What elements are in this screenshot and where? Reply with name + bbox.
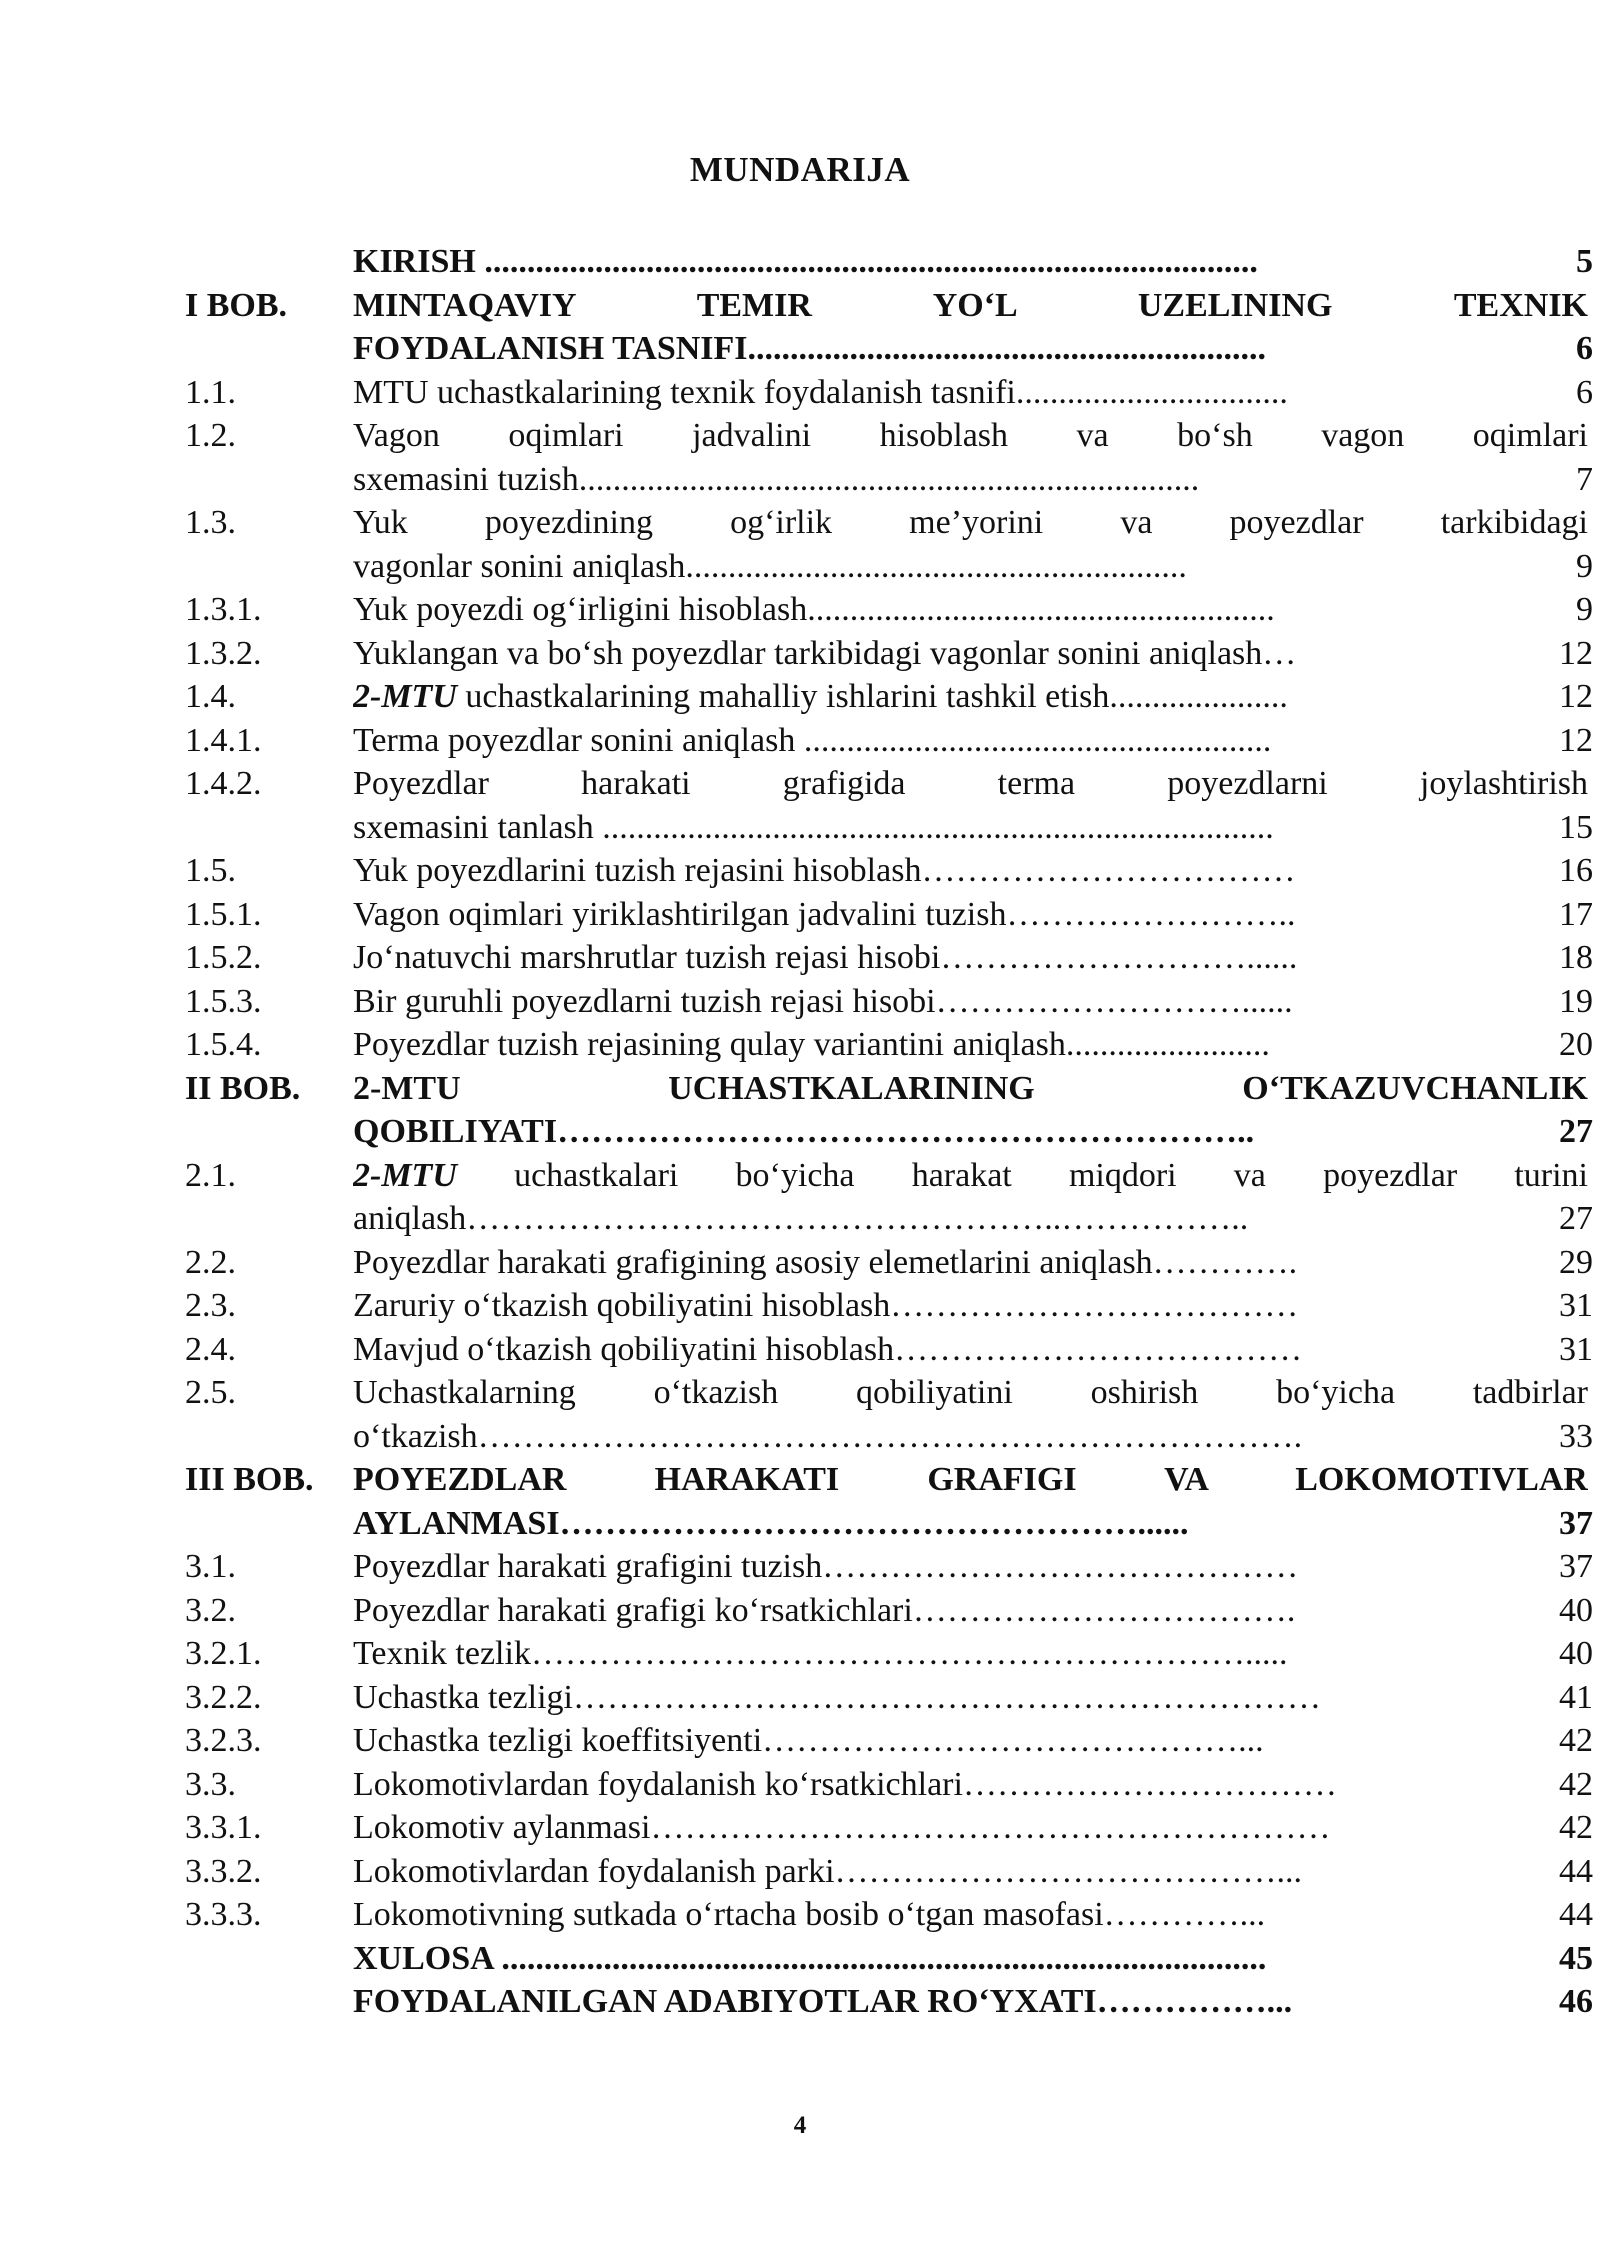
toc-entry-line: [353, 1458, 1593, 1502]
toc-entry-text: Lokomotiv aylanmasi……………………………………………………: [353, 1809, 1331, 1846]
toc-entry: [185, 501, 1593, 588]
toc-entry-text: sxemasini tuzish.........................................................................: [353, 460, 1200, 498]
toc-entry-text: [353, 1154, 1588, 1198]
toc-entry-number: 2.3.: [185, 1287, 236, 1324]
toc-entry: [185, 1937, 1593, 1981]
toc-entry-text: Lokomotivlardan foydalanish ko‘rsatkichlari……………………………: [353, 1765, 1337, 1803]
toc-entry-text: MTU uchastkalarining texnik foydalanish tasnifi................................: [353, 373, 1288, 411]
toc-entry-text: aniqlash……………………………………………..……………..: [353, 1200, 1249, 1237]
toc-entry-page: 41: [1559, 1678, 1593, 1716]
toc-entry-page: 6: [1576, 330, 1593, 367]
toc-entry-number: III BOB.: [185, 1461, 314, 1498]
table-of-contents: [185, 240, 1593, 2024]
toc-entry-line: [353, 1980, 1593, 2024]
toc-entry-page: 45: [1559, 1939, 1593, 1977]
toc-entry-page: 42: [1559, 1722, 1593, 1759]
toc-entry-line: [353, 849, 1593, 893]
toc-entry-number: 2.2.: [185, 1243, 236, 1281]
toc-entry: [185, 1806, 1593, 1850]
toc-entry: [185, 1328, 1593, 1372]
toc-entry-page: 12: [1559, 678, 1593, 715]
toc-entry-number: 3.2.2.: [185, 1678, 262, 1716]
toc-entry-line: [353, 1676, 1593, 1720]
toc-entry-line: [353, 1545, 1593, 1589]
toc-entry-line: [353, 1589, 1593, 1633]
toc-entry-number: 1.5.3.: [185, 982, 262, 1020]
toc-entry-line: [353, 1763, 1593, 1807]
toc-entry-line: [353, 980, 1593, 1024]
toc-entry-text: Yuklangan va bo‘sh poyezdlar tarkibidagi vagonlar sonini aniqlash…: [353, 634, 1297, 672]
toc-entry-text: KIRISH ...........................................................................................: [353, 243, 1258, 280]
toc-entry-text: Poyezdlar tuzish rejasining qulay variantini aniqlash........................: [353, 1026, 1270, 1063]
toc-entry: [185, 980, 1593, 1024]
toc-entry-line: [353, 414, 1593, 458]
toc-entry: [185, 588, 1593, 632]
toc-entry-text: Texnik tezlik……………………………………………………….....: [353, 1635, 1288, 1672]
toc-entry-page: 17: [1559, 895, 1593, 933]
toc-entry-page: 12: [1559, 721, 1593, 759]
toc-entry-text: sxemasini tanlash ...............................................................................: [353, 808, 1274, 846]
toc-entry-number: 3.3.1.: [185, 1809, 262, 1846]
toc-entry-page: 44: [1559, 1896, 1593, 1933]
toc-entry: [185, 371, 1593, 415]
toc-entry-text: Lokomotivning sutkada o‘rtacha bosib o‘tgan masofasi…………...: [353, 1896, 1266, 1933]
toc-entry-page: 7: [1576, 460, 1593, 498]
toc-entry-line: [353, 936, 1593, 980]
toc-entry-page: 46: [1559, 1983, 1593, 2020]
toc-entry-line: [353, 719, 1593, 763]
toc-entry-page: 19: [1559, 982, 1593, 1020]
toc-entry-text: Bir guruhli poyezdlarni tuzish rejasi hisobi………………………......: [353, 982, 1293, 1020]
toc-entry-page: 44: [1559, 1852, 1593, 1890]
toc-entry-page: 37: [1559, 1548, 1593, 1585]
toc-entry: [185, 1719, 1593, 1763]
toc-entry-text: Yuk poyezdlarini tuzish rejasini hisoblash……………………………: [353, 852, 1296, 889]
toc-entry: [185, 1371, 1593, 1458]
toc-entry-page: 42: [1559, 1809, 1593, 1846]
toc-entry: [185, 284, 1593, 371]
toc-entry: [185, 719, 1593, 763]
toc-entry: [185, 1154, 1593, 1241]
toc-entry: [185, 893, 1593, 937]
toc-entry-page: 5: [1576, 243, 1593, 280]
toc-entry-text: Poyezdlar harakati grafigi ko‘rsatkichlari…………………………….: [353, 1591, 1296, 1629]
toc-entry-page: 16: [1559, 852, 1593, 889]
toc-entry-number: 2.5.: [185, 1374, 236, 1411]
toc-entry: [185, 1632, 1593, 1676]
toc-entry-line: [353, 501, 1593, 545]
toc-entry: [185, 675, 1593, 719]
toc-entry-page: 33: [1559, 1417, 1593, 1455]
toc-entry-line: [353, 1328, 1593, 1372]
toc-entry-page: 9: [1576, 591, 1593, 628]
toc-entry-page: 40: [1559, 1591, 1593, 1629]
toc-entry-number: 1.5.1.: [185, 895, 262, 933]
toc-entry-page: 18: [1559, 939, 1593, 976]
toc-entry-line: [353, 1023, 1593, 1067]
toc-entry-number: 1.5.4.: [185, 1026, 262, 1063]
page-number: 4: [793, 2112, 807, 2139]
toc-entry-number: 1.4.: [185, 678, 236, 715]
toc-entry-text: Uchastkalarning o‘tkazish qobiliyatini oshirish bo‘yicha tadbirlar: [353, 1374, 1588, 1411]
toc-entry-number: 1.5.: [185, 852, 236, 889]
toc-entry-number: 1.3.: [185, 504, 236, 541]
toc-entry-page: 27: [1559, 1200, 1593, 1237]
toc-entry-line: [353, 1719, 1593, 1763]
toc-entry-text: FOYDALANISH TASNIFI.............................................................: [353, 330, 1267, 367]
toc-entry-number: 3.1.: [185, 1548, 236, 1585]
toc-entry-text: QOBILIYATI……………………………………………………..: [353, 1113, 1255, 1150]
toc-entry-text: Poyezdlar harakati grafigining asosiy elemetlarini aniqlash………….: [353, 1243, 1298, 1281]
toc-entry: [185, 1850, 1593, 1894]
toc-entry-text: Poyezdlar harakati grafigida terma poyezdlarni joylashtirish: [353, 765, 1588, 802]
toc-entry-text-rest: uchastkalari bo‘yicha harakat miqdori va poyezdlar turini: [456, 1156, 1588, 1194]
toc-entry-page: 29: [1559, 1243, 1593, 1281]
toc-entry-text: Vagon oqimlari jadvalini hisoblash va bo‘sh vagon oqimlari: [353, 417, 1588, 454]
toc-entry-line: [353, 1937, 1593, 1981]
toc-entry-number: 3.3.3.: [185, 1896, 262, 1933]
toc-entry-line: [353, 1415, 1593, 1459]
toc-entry: [185, 632, 1593, 676]
toc-entry-line: [353, 1850, 1593, 1894]
toc-entry-line: [353, 675, 1593, 719]
toc-entry-line: [353, 1502, 1593, 1546]
toc-entry-text: XULOSA ..........................................................................................: [353, 1939, 1267, 1977]
toc-entry-text: Poyezdlar harakati grafigini tuzish……………………………………: [353, 1548, 1299, 1585]
toc-entry-page: 40: [1559, 1635, 1593, 1672]
toc-entry-text: Uchastka tezligi koeffitsiyenti……………………………………...: [353, 1722, 1264, 1759]
toc-entry: [185, 936, 1593, 980]
toc-entry-page: 9: [1576, 547, 1593, 585]
toc-entry: [185, 414, 1593, 501]
toc-entry-text: Vagon oqimlari yiriklashtirilgan jadvalini tuzish……………………..: [353, 895, 1296, 933]
toc-entry-number: 2.1.: [185, 1156, 236, 1194]
toc-entry-line: [353, 1110, 1593, 1154]
toc-entry-page: 15: [1559, 808, 1593, 846]
toc-entry-number: 2.4.: [185, 1330, 236, 1368]
toc-entry-text-rest: uchastkalarining mahalliy ishlarini tashkil etish.....................: [456, 678, 1288, 715]
toc-entry-line: [353, 1893, 1593, 1937]
toc-entry: [185, 240, 1593, 284]
toc-entry-line: [353, 1284, 1593, 1328]
toc-entry-line: [353, 1632, 1593, 1676]
toc-entry-number: 1.2.: [185, 417, 236, 454]
toc-entry-emphasis: 2-MTU: [353, 1156, 457, 1194]
toc-entry-text: MINTAQAVIY TEMIR YO‘L UZELINING TEXNIK: [353, 286, 1588, 324]
toc-entry: [185, 1284, 1593, 1328]
toc-entry-number: 1.3.1.: [185, 591, 262, 628]
toc-entry-text: Jo‘natuvchi marshrutlar tuzish rejasi hisobi………………………......: [353, 939, 1298, 976]
toc-entry: [185, 849, 1593, 893]
toc-entry-line: [353, 1806, 1593, 1850]
toc-entry-line: [353, 893, 1593, 937]
toc-entry-text: Yuk poyezdining og‘irlik me’yorini va poyezdlar tarkibidagi: [353, 504, 1588, 541]
toc-entry-number: 3.2.: [185, 1591, 236, 1629]
toc-entry-line: [353, 458, 1593, 502]
toc-entry-page: 27: [1559, 1113, 1593, 1150]
toc-entry-line: [353, 806, 1593, 850]
page-title: MUNDARIJA: [689, 150, 911, 189]
toc-entry-number: 1.3.2.: [185, 634, 262, 672]
toc-entry-line: [353, 1371, 1593, 1415]
toc-entry: [185, 1589, 1593, 1633]
toc-entry-text: AYLANMASI……………………………………………......: [353, 1504, 1189, 1542]
toc-entry-text: Uchastka tezligi…………………………………………………………: [353, 1678, 1321, 1716]
toc-entry-page: 20: [1559, 1026, 1593, 1063]
toc-entry: [185, 1893, 1593, 1937]
toc-entry-page: 31: [1559, 1287, 1593, 1324]
toc-entry: [185, 1980, 1593, 2024]
toc-entry-line: [353, 1154, 1593, 1198]
toc-entry-line: [353, 240, 1593, 284]
toc-entry-text: [353, 675, 1588, 719]
toc-entry: [185, 1676, 1593, 1720]
toc-entry-number: 3.2.1.: [185, 1635, 262, 1672]
toc-entry-line: [353, 327, 1593, 371]
toc-entry-line: [353, 545, 1593, 589]
toc-entry-line: [353, 1197, 1593, 1241]
toc-entry-number: II BOB.: [185, 1069, 301, 1107]
toc-entry-text: Zaruriy o‘tkazish qobiliyatini hisoblash………………………………: [353, 1287, 1299, 1324]
toc-entry-number: I BOB.: [185, 286, 288, 324]
toc-entry-text: Terma poyezdlar sonini aniqlash .......................................................: [353, 721, 1272, 759]
toc-entry-text: 2-MTU UCHASTKALARINING O‘TKAZUVCHANLIK: [353, 1069, 1588, 1107]
toc-entry-page: 37: [1559, 1504, 1593, 1542]
toc-entry-page: 31: [1559, 1330, 1593, 1368]
toc-entry-text: POYEZDLAR HARAKATI GRAFIGI VA LOKOMOTIVLAR: [353, 1461, 1588, 1498]
toc-entry-page: 42: [1559, 1765, 1593, 1803]
toc-entry-text: Lokomotivlardan foydalanish parki…………………………………...: [353, 1852, 1303, 1890]
toc-entry-line: [353, 588, 1593, 632]
toc-entry-number: 3.2.3.: [185, 1722, 262, 1759]
toc-entry-number: 1.4.1.: [185, 721, 262, 759]
toc-entry-page: 6: [1576, 373, 1593, 411]
toc-entry: [185, 762, 1593, 849]
toc-entry-emphasis: 2-MTU: [353, 678, 457, 715]
toc-entry-line: [353, 1067, 1593, 1111]
toc-entry-text: FOYDALANILGAN ADABIYOTLAR RO‘YXATI……………...: [353, 1983, 1293, 2020]
toc-entry-line: [353, 632, 1593, 676]
toc-entry-number: 3.3.2.: [185, 1852, 262, 1890]
toc-entry: [185, 1023, 1593, 1067]
toc-entry-text: Mavjud o‘tkazish qobiliyatini hisoblash………………………………: [353, 1330, 1303, 1368]
toc-entry-page: 12: [1559, 634, 1593, 672]
toc-entry: [185, 1763, 1593, 1807]
toc-entry-number: 3.3.: [185, 1765, 236, 1803]
toc-entry-line: [353, 762, 1593, 806]
toc-entry-number: 1.5.2.: [185, 939, 262, 976]
toc-entry-line: [353, 1241, 1593, 1285]
toc-entry-number: 1.1.: [185, 373, 236, 411]
toc-entry-text: Yuk poyezdi og‘irligini hisoblash.......................................................: [353, 591, 1275, 628]
toc-entry-line: [353, 371, 1593, 415]
toc-entry-text: vagonlar sonini aniqlash...........................................................: [353, 547, 1187, 585]
toc-entry-text: o‘tkazish……………………………………………………………….: [353, 1417, 1303, 1455]
toc-entry-number: 1.4.2.: [185, 765, 262, 802]
toc-entry: [185, 1067, 1593, 1154]
toc-entry: [185, 1458, 1593, 1545]
toc-entry-line: [353, 284, 1593, 328]
toc-entry: [185, 1241, 1593, 1285]
toc-entry: [185, 1545, 1593, 1589]
